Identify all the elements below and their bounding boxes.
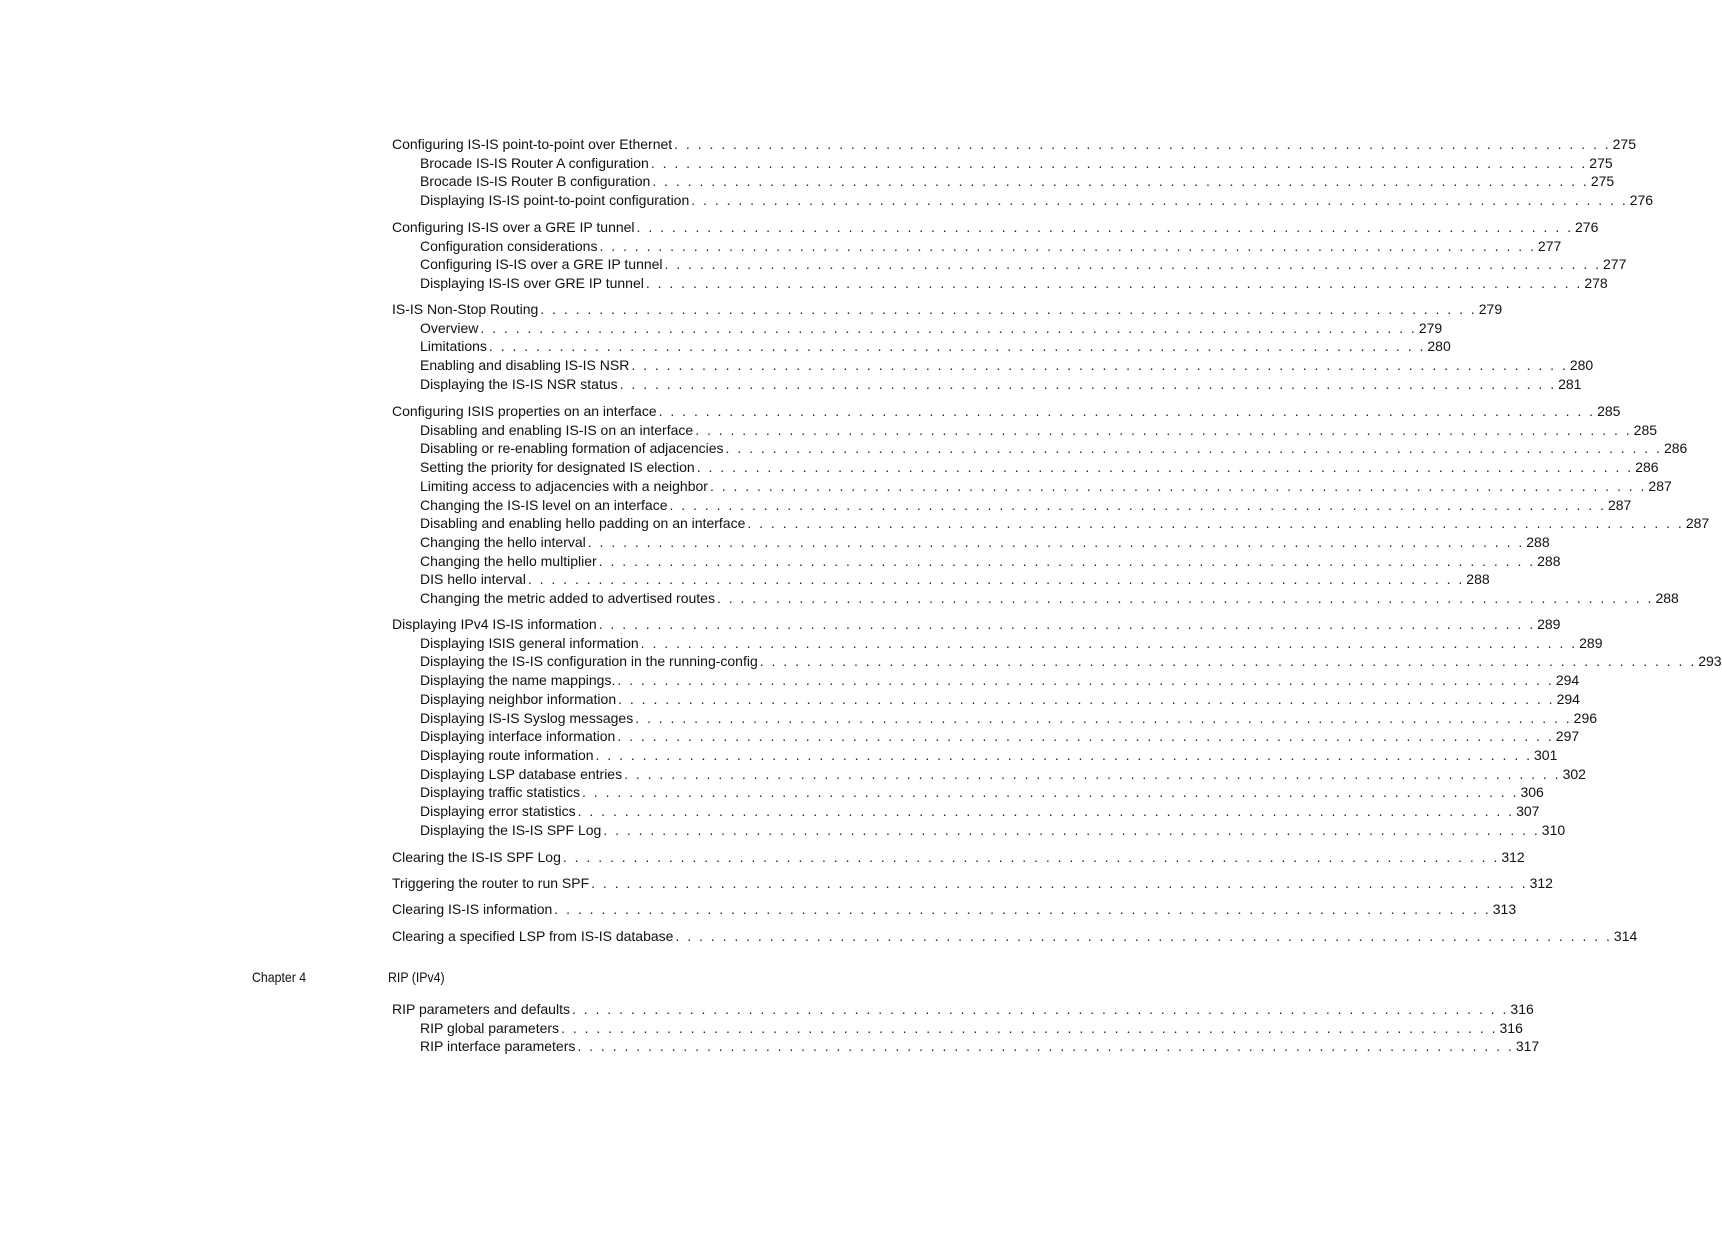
toc-subentry[interactable] <box>392 191 1654 210</box>
toc-page-number: 289 <box>1537 616 1561 632</box>
toc-subentry[interactable] <box>392 783 1544 802</box>
toc-page-number: 287 <box>1607 496 1632 513</box>
toc-subentry[interactable] <box>392 821 1566 840</box>
toc-page-number: 294 <box>1556 690 1580 707</box>
toc-page-number: 288 <box>1526 533 1550 550</box>
toc-group <box>392 135 1654 210</box>
toc-subentry[interactable] <box>392 337 1451 356</box>
toc-entry-title: Clearing the IS-IS SPF Log <box>392 849 561 865</box>
toc-subentry[interactable] <box>392 477 1672 496</box>
dot-leader: . . . . . . . . . . . . . . . . . . . . . . . . . . . . . . . . . . . . . . . . . . . . . . . . . . . . . . . . . . . . . . . . . . . . . . . . . . . . . . . . <box>619 375 1557 392</box>
toc-entry-title: Configuring IS-IS over a GRE IP tunnel <box>392 219 635 235</box>
dot-leader: . . . . . . . . . . . . . . . . . . . . . . . . . . . . . . . . . . . . . . . . . . . . . . . . . . . . . . . . . . . . . . . . . . . . . . . . . . . . . . . . <box>650 154 1588 171</box>
toc-group <box>392 402 1710 608</box>
toc-entry-title: Setting the priority for designated IS election <box>420 459 695 476</box>
dot-leader: . . . . . . . . . . . . . . . . . . . . . . . . . . . . . . . . . . . . . . . . . . . . . . . . . . . . . . . . . . . . . . . . . . . . . . . . . . . . . . . . <box>617 728 1554 745</box>
dot-leader: . . . . . . . . . . . . . . . . . . . . . . . . . . . . . . . . . . . . . . . . . . . . . . . . . . . . . . . . . . . . . . . . . . . . . . . . . . . . . . . . <box>635 709 1572 726</box>
toc-page-number: 301 <box>1534 746 1558 763</box>
toc-group <box>392 300 1594 394</box>
toc-subentry[interactable] <box>392 375 1582 394</box>
toc-page-number: 288 <box>1537 552 1561 569</box>
toc-subentry[interactable] <box>392 746 1558 765</box>
toc-page-number: 277 <box>1603 256 1627 273</box>
toc-entry-title: Disabling and enabling IS-IS on an interface <box>420 421 694 438</box>
dot-leader: . . . . . . . . . . . . . . . . . . . . . . . . . . . . . . . . . . . . . . . . . . . . . . . . . . . . . . . . . . . . . . . . . . . . . . . . . . . . . . . . <box>696 459 1634 476</box>
toc-page-number: 316 <box>1499 1019 1523 1036</box>
dot-leader: . . . . . . . . . . . . . . . . . . . . . . . . . . . . . . . . . . . . . . . . . . . . . . . . . . . . . . . . . . . . . . . . . . . . . . . . . . . . . . . . <box>631 357 1568 374</box>
dot-leader: . . . . . . . . . . . . . . . . . . . . . . . . . . . . . . . . . . . . . . . . . . . . . . . . . . . . . . . . . . . . . . . . . . . . . . . . . . . . . . . . <box>591 875 1528 891</box>
toc-entry[interactable] <box>392 135 1636 154</box>
toc-subentry[interactable] <box>392 802 1540 821</box>
toc-page-number: 275 <box>1590 173 1615 190</box>
toc-subentry[interactable] <box>392 634 1603 653</box>
toc-entry-title: Disabling and enabling hello padding on an interface <box>420 515 746 532</box>
dot-leader: . . . . . . . . . . . . . . . . . . . . . . . . . . . . . . . . . . . . . . . . . . . . . . . . . . . . . . . . . . . . . . . . . . . . . . . . . . . . . . . . <box>562 849 1500 865</box>
toc-entry-title: DIS hello interval <box>420 571 526 588</box>
chapter-title: RIP (IPv4) <box>388 969 445 985</box>
toc-page-number: 306 <box>1520 784 1544 801</box>
toc-entry[interactable] <box>392 848 1525 867</box>
toc-page-number: 302 <box>1562 765 1586 782</box>
dot-leader: . . . . . . . . . . . . . . . . . . . . . . . . . . . . . . . . . . . . . . . . . . . . . . . . . . . . . . . . . . . . . . . . . . . . . . . . . . . . . . . . <box>582 784 1519 801</box>
dot-leader: . . . . . . . . . . . . . . . . . . . . . . . . . . . . . . . . . . . . . . . . . . . . . . . . . . . . . . . . . . . . . . . . . . . . . . . . . . . . . . . . <box>691 192 1628 209</box>
dot-leader: . . . . . . . . . . . . . . . . . . . . . . . . . . . . . . . . . . . . . . . . . . . . . . . . . . . . . . . . . . . . . . . . . . . . . . . . . . . . . . . . <box>540 301 1477 317</box>
dot-leader: . . . . . . . . . . . . . . . . . . . . . . . . . . . . . . . . . . . . . . . . . . . . . . . . . . . . . . . . . . . . . . . . . . . . . . . . . . . . . . . . <box>658 403 1596 419</box>
toc-entry-title: RIP interface parameters <box>420 1038 576 1055</box>
dot-leader: . . . . . . . . . . . . . . . . . . . . . . . . . . . . . . . . . . . . . . . . . . . . . . . . . . . . . . . . . . . . . . . . . . . . . . . . . . . . . . . . <box>624 765 1561 782</box>
toc-subentry[interactable] <box>392 319 1443 338</box>
toc-entry[interactable] <box>392 874 1553 893</box>
dot-leader: . . . . . . . . . . . . . . . . . . . . . . . . . . . . . . . . . . . . . . . . . . . . . . . . . . . . . . . . . . . . . . . . . . . . . . . . . . . . . . . . <box>554 901 1491 917</box>
dot-leader: . . . . . . . . . . . . . . . . . . . . . . . . . . . . . . . . . . . . . . . . . . . . . . . . . . . . . . . . . . . . . . . . . . . . . . . . . . . . . . . . <box>747 515 1684 532</box>
toc-page-number: 285 <box>1597 403 1621 419</box>
toc-page-number: 286 <box>1635 459 1659 476</box>
dot-leader: . . . . . . . . . . . . . . . . . . . . . . . . . . . . . . . . . . . . . . . . . . . . . . . . . . . . . . . . . . . . . . . . . . . . . . . . . . . . . . . . <box>645 275 1583 292</box>
toc-entry-title: Displaying traffic statistics <box>420 784 581 801</box>
toc-entry-title: Limiting access to adjacencies with a neighbor <box>420 477 708 494</box>
toc-page-number: 287 <box>1648 477 1672 494</box>
toc-entry-title: Disabling or re-enabling formation of adjacencies <box>420 440 724 457</box>
toc-entry-title: Displaying neighbor information <box>420 690 617 707</box>
toc-page-number: 297 <box>1555 728 1580 745</box>
toc-page-number: 307 <box>1516 803 1540 820</box>
toc-entry-title: Configuration considerations <box>420 237 598 254</box>
toc-entry-title: Displaying the IS-IS SPF Log <box>420 821 602 838</box>
toc-entry-title: Displaying IS-IS Syslog messages <box>420 709 634 726</box>
dot-leader: . . . . . . . . . . . . . . . . . . . . . . . . . . . . . . . . . . . . . . . . . . . . . . . . . . . . . . . . . . . . . . . . . . . . . . . . . . . . . . . . <box>675 928 1612 944</box>
toc-entry-title: Displaying LSP database entries <box>420 765 623 782</box>
toc-page-number: 310 <box>1541 821 1566 838</box>
toc-subentry[interactable] <box>392 765 1586 784</box>
dot-leader: . . . . . . . . . . . . . . . . . . . . . . . . . . . . . . . . . . . . . . . . . . . . . . . . . . . . . . . . . . . . . . . . . . . . . . . . . . . . . . . . <box>598 616 1536 632</box>
dot-leader: . . . . . . . . . . . . . . . . . . . . . . . . . . . . . . . . . . . . . . . . . . . . . . . . . . . . . . . . . . . . . . . . . . . . . . . . . . . . . . . . <box>561 1019 1498 1036</box>
toc-subentry[interactable] <box>392 589 1679 608</box>
toc-entry-title: Configuring ISIS properties on an interface <box>392 403 657 419</box>
dot-leader: . . . . . . . . . . . . . . . . . . . . . . . . . . . . . . . . . . . . . . . . . . . . . . . . . . . . . . . . . . . . . . . . . . . . . . . . . . . . . . . . <box>595 746 1532 763</box>
dot-leader: . . . . . . . . . . . . . . . . . . . . . . . . . . . . . . . . . . . . . . . . . . . . . . . . . . . . . . . . . . . . . . . . . . . . . . . . . . . . . . . . <box>674 136 1611 152</box>
toc-entry-title: Displaying the IS-IS NSR status <box>420 375 618 392</box>
toc-subentry[interactable] <box>392 237 1562 256</box>
dot-leader: . . . . . . . . . . . . . . . . . . . . . . . . . . . . . . . . . . . . . . . . . . . . . . . . . . . . . . . . . . . . . . . . . . . . . . . . . . . . . . . . <box>480 319 1417 336</box>
dot-leader: . . . . . . . . . . . . . . . . . . . . . . . . . . . . . . . . . . . . . . . . . . . . . . . . . . . . . . . . . . . . . . . . . . . . . . . . . . . . . . . . <box>599 237 1536 254</box>
dot-leader: . . . . . . . . . . . . . . . . . . . . . . . . . . . . . . . . . . . . . . . . . . . . . . . . . . . . . . . . . . . . . . . . . . . . . . . . . . . . . . . . <box>759 653 1697 670</box>
toc-entry-title: Changing the metric added to advertised routes <box>420 590 715 607</box>
toc-page-number: 286 <box>1663 440 1688 457</box>
toc-page-number: 288 <box>1655 590 1679 607</box>
toc-entry-title: Displaying error statistics <box>420 803 576 820</box>
toc-subentry[interactable] <box>392 570 1490 589</box>
toc-entry-title: Changing the hello multiplier <box>420 552 597 569</box>
toc-page-number: 317 <box>1515 1038 1540 1055</box>
dot-leader: . . . . . . . . . . . . . . . . . . . . . . . . . . . . . . . . . . . . . . . . . . . . . . . . . . . . . . . . . . . . . . . . . . . . . . . . . . . . . . . . <box>709 477 1647 494</box>
toc-page-number: 276 <box>1575 219 1599 235</box>
toc-entry-title: Displaying the IS-IS configuration in the running-config <box>420 653 758 670</box>
toc-page-number: 281 <box>1558 375 1582 392</box>
toc-entry-title: Changing the IS-IS level on an interface <box>420 496 668 513</box>
toc-group <box>392 927 1638 946</box>
toc-entry-title: Overview <box>420 319 479 336</box>
toc-page-number: 278 <box>1584 275 1608 292</box>
toc-entry-title: Displaying route information <box>420 746 594 763</box>
toc-entry-title: RIP global parameters <box>420 1019 560 1036</box>
toc-page-number: 289 <box>1579 634 1603 651</box>
toc-entry[interactable] <box>392 1000 1534 1019</box>
dot-leader: . . . . . . . . . . . . . . . . . . . . . . . . . . . . . . . . . . . . . . . . . . . . . . . . . . . . . . . . . . . . . . . . . . . . . . . . . . . . . . . . <box>664 256 1602 273</box>
toc-entry[interactable] <box>392 218 1599 237</box>
toc-page-number: 294 <box>1555 672 1580 689</box>
dot-leader: . . . . . . . . . . . . . . . . . . . . . . . . . . . . . . . . . . . . . . . . . . . . . . . . . . . . . . . . . . . . . . . . . . . . . . . . . . . . . . . . <box>527 571 1465 588</box>
toc-entry-title: Displaying IS-IS over GRE IP tunnel <box>420 275 644 292</box>
toc-entry-title: Brocade IS-IS Router A configuration <box>420 154 649 171</box>
toc-subentry[interactable] <box>392 1037 1540 1056</box>
chapter-label: Chapter 4 <box>252 969 307 985</box>
toc-entry[interactable] <box>392 402 1621 421</box>
toc-subentry[interactable] <box>392 154 1613 173</box>
toc-subentry[interactable] <box>392 671 1580 690</box>
dot-leader: . . . . . . . . . . . . . . . . . . . . . . . . . . . . . . . . . . . . . . . . . . . . . . . . . . . . . . . . . . . . . . . . . . . . . . . . . . . . . . . . <box>603 821 1540 838</box>
toc-entry-title: Enabling and disabling IS-IS NSR <box>420 357 630 374</box>
toc-group <box>392 218 1627 293</box>
toc-entry-title: Displaying interface information <box>420 728 616 745</box>
toc-page-number: 313 <box>1492 901 1517 917</box>
toc-group <box>392 900 1517 919</box>
dot-leader: . . . . . . . . . . . . . . . . . . . . . . . . . . . . . . . . . . . . . . . . . . . . . . . . . . . . . . . . . . . . . . . . . . . . . . . . . . . . . . . . <box>669 496 1606 513</box>
toc-group <box>392 1000 1540 1056</box>
dot-leader: . . . . . . . . . . . . . . . . . . . . . . . . . . . . . . . . . . . . . . . . . . . . . . . . . . . . . . . . . . . . . . . . . . . . . . . . . . . . . . . . <box>488 338 1426 355</box>
toc-entry-title: Displaying IPv4 IS-IS information <box>392 616 597 632</box>
toc-subentry[interactable] <box>392 356 1594 375</box>
toc-page-number: 280 <box>1569 357 1594 374</box>
toc-page-number: 276 <box>1629 192 1654 209</box>
toc-page-number: 280 <box>1427 338 1451 355</box>
toc-entry-title: RIP parameters and defaults <box>392 1001 570 1017</box>
toc-entry-title: Brocade IS-IS Router B configuration <box>420 173 651 190</box>
dot-leader: . . . . . . . . . . . . . . . . . . . . . . . . . . . . . . . . . . . . . . . . . . . . . . . . . . . . . . . . . . . . . . . . . . . . . . . . . . . . . . . . <box>636 219 1574 235</box>
toc-entry-title: Clearing a specified LSP from IS-IS database <box>392 928 674 944</box>
toc-entry-title: Displaying the name mappings. <box>420 672 616 689</box>
toc-page-number: 287 <box>1685 515 1710 532</box>
toc-page-number: 314 <box>1613 928 1638 944</box>
toc-group <box>392 615 1722 839</box>
toc-page-number: 312 <box>1529 875 1553 891</box>
toc-entry[interactable] <box>392 300 1503 319</box>
toc-page-number: 277 <box>1537 237 1562 254</box>
toc-entry[interactable] <box>392 615 1561 634</box>
dot-leader: . . . . . . . . . . . . . . . . . . . . . . . . . . . . . . . . . . . . . . . . . . . . . . . . . . . . . . . . . . . . . . . . . . . . . . . . . . . . . . . . <box>598 552 1536 569</box>
toc-subentry[interactable] <box>392 255 1627 274</box>
toc-entry-title: Configuring IS-IS point-to-point over Ethernet <box>392 136 673 152</box>
toc-subentry[interactable] <box>392 514 1710 533</box>
dot-leader: . . . . . . . . . . . . . . . . . . . . . . . . . . . . . . . . . . . . . . . . . . . . . . . . . . . . . . . . . . . . . . . . . . . . . . . . . . . . . . . . <box>618 690 1555 707</box>
toc-page-number: 275 <box>1612 136 1636 152</box>
dot-leader: . . . . . . . . . . . . . . . . . . . . . . . . . . . . . . . . . . . . . . . . . . . . . . . . . . . . . . . . . . . . . . . . . . . . . . . . . . . . . . . . <box>571 1001 1509 1017</box>
toc-entry-title: Limitations <box>420 338 487 355</box>
toc-subentry[interactable] <box>392 458 1659 477</box>
toc-page-number: 312 <box>1501 849 1525 865</box>
toc-entry-title: Triggering the router to run SPF <box>392 875 590 891</box>
toc-subentry[interactable] <box>392 709 1598 728</box>
toc-subentry[interactable] <box>392 533 1550 552</box>
toc-entry[interactable] <box>392 927 1638 946</box>
toc-entry-title: Clearing IS-IS information <box>392 901 553 917</box>
dot-leader: . . . . . . . . . . . . . . . . . . . . . . . . . . . . . . . . . . . . . . . . . . . . . . . . . . . . . . . . . . . . . . . . . . . . . . . . . . . . . . . . <box>652 173 1589 190</box>
dot-leader: . . . . . . . . . . . . . . . . . . . . . . . . . . . . . . . . . . . . . . . . . . . . . . . . . . . . . . . . . . . . . . . . . . . . . . . . . . . . . . . . <box>577 1038 1514 1055</box>
toc-subentry[interactable] <box>392 172 1615 191</box>
toc-subentry[interactable] <box>392 274 1608 293</box>
toc-entry[interactable] <box>392 900 1517 919</box>
toc-page-number: 288 <box>1466 571 1490 588</box>
toc-subentry[interactable] <box>392 652 1722 671</box>
toc-page-number: 293 <box>1698 653 1722 670</box>
toc-entry-title: Displaying ISIS general information <box>420 634 639 651</box>
dot-leader: . . . . . . . . . . . . . . . . . . . . . . . . . . . . . . . . . . . . . . . . . . . . . . . . . . . . . . . . . . . . . . . . . . . . . . . . . . . . . . . . <box>716 590 1654 607</box>
toc-subentry[interactable] <box>392 421 1658 440</box>
toc-entry-title: Displaying IS-IS point-to-point configuration <box>420 192 690 209</box>
dot-leader: . . . . . . . . . . . . . . . . . . . . . . . . . . . . . . . . . . . . . . . . . . . . . . . . . . . . . . . . . . . . . . . . . . . . . . . . . . . . . . . . <box>577 803 1515 820</box>
toc-subentry[interactable] <box>392 690 1580 709</box>
toc-page-number: 275 <box>1589 154 1613 171</box>
toc-subentry[interactable] <box>392 552 1561 571</box>
toc-subentry[interactable] <box>392 496 1632 515</box>
toc-page-number: 279 <box>1478 301 1503 317</box>
dot-leader: . . . . . . . . . . . . . . . . . . . . . . . . . . . . . . . . . . . . . . . . . . . . . . . . . . . . . . . . . . . . . . . . . . . . . . . . . . . . . . . . <box>640 634 1578 651</box>
toc-entry-title: Configuring IS-IS over a GRE IP tunnel <box>420 256 663 273</box>
toc-entry-title: Changing the hello interval <box>420 533 586 550</box>
toc-group <box>392 874 1553 893</box>
dot-leader: . . . . . . . . . . . . . . . . . . . . . . . . . . . . . . . . . . . . . . . . . . . . . . . . . . . . . . . . . . . . . . . . . . . . . . . . . . . . . . . . <box>617 672 1554 689</box>
toc-subentry[interactable] <box>392 439 1688 458</box>
toc-page-number: 316 <box>1510 1001 1534 1017</box>
toc-page-number: 285 <box>1633 421 1658 438</box>
toc-subentry[interactable] <box>392 727 1580 746</box>
toc-subentry[interactable] <box>392 1019 1523 1038</box>
dot-leader: . . . . . . . . . . . . . . . . . . . . . . . . . . . . . . . . . . . . . . . . . . . . . . . . . . . . . . . . . . . . . . . . . . . . . . . . . . . . . . . . <box>725 440 1662 457</box>
toc-group <box>392 848 1525 867</box>
toc-entry-title: IS-IS Non-Stop Routing <box>392 301 539 317</box>
toc-page-number: 279 <box>1418 319 1443 336</box>
dot-leader: . . . . . . . . . . . . . . . . . . . . . . . . . . . . . . . . . . . . . . . . . . . . . . . . . . . . . . . . . . . . . . . . . . . . . . . . . . . . . . . . <box>587 533 1525 550</box>
toc-page-number: 296 <box>1573 709 1598 726</box>
dot-leader: . . . . . . . . . . . . . . . . . . . . . . . . . . . . . . . . . . . . . . . . . . . . . . . . . . . . . . . . . . . . . . . . . . . . . . . . . . . . . . . . <box>695 421 1632 438</box>
